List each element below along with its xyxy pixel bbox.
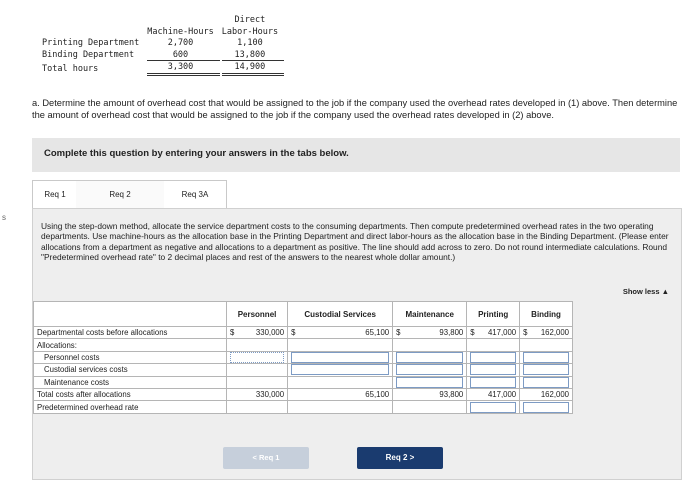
row-label: Predetermined overhead rate bbox=[34, 401, 227, 413]
labor-hours-value: 1,100 bbox=[237, 38, 263, 49]
col-header-labor-hours: Labor-Hours bbox=[221, 26, 279, 37]
show-less-link[interactable]: Show less ▲ bbox=[622, 287, 669, 296]
table-row bbox=[34, 327, 573, 339]
personnel-alloc-personnel-input[interactable] bbox=[230, 352, 284, 363]
table-header-row bbox=[34, 302, 573, 327]
machine-hours-total: 3,300 bbox=[147, 63, 220, 76]
custodial-alloc-printing-input[interactable] bbox=[470, 364, 516, 375]
personnel-cost-value: 330,000 bbox=[255, 328, 285, 338]
next-req-button[interactable]: Req 2 > bbox=[357, 447, 443, 469]
page-edge-marker: s bbox=[2, 213, 6, 222]
question-text: a. Determine the amount of overhead cost that would be assigned to the job if the company used the overhead rates developed in (1) above. Then determine the amount of overhead cost that would be assigned to the job if the company used the overhead rates developed in (2) above. bbox=[32, 98, 678, 120]
custodial-cost-value: 65,100 bbox=[365, 328, 390, 338]
col-header-personnel: Personnel bbox=[227, 302, 288, 327]
given-hours-table bbox=[40, 14, 286, 78]
maintenance-alloc-maintenance-input[interactable] bbox=[396, 377, 463, 388]
row-label: Maintenance costs bbox=[34, 376, 227, 388]
col-header-machine-hours: Machine-Hours bbox=[147, 26, 214, 37]
row-label: Custodial services costs bbox=[34, 364, 227, 376]
table-row bbox=[34, 339, 573, 351]
table-row bbox=[34, 351, 573, 363]
instruction-banner bbox=[32, 138, 680, 172]
labor-hours-value: 13,800 bbox=[222, 51, 284, 62]
currency-symbol: $ bbox=[523, 328, 528, 338]
custodial-alloc-maintenance-input[interactable] bbox=[396, 364, 463, 375]
binding-total-value: 162,000 bbox=[520, 388, 573, 400]
currency-symbol: $ bbox=[291, 328, 296, 338]
personnel-alloc-binding-input[interactable] bbox=[523, 352, 569, 363]
maintenance-alloc-printing-input[interactable] bbox=[470, 377, 516, 388]
personnel-alloc-maintenance-input[interactable] bbox=[396, 352, 463, 363]
table-row bbox=[34, 401, 573, 413]
tab-req-1[interactable]: Req 1 bbox=[32, 180, 78, 208]
table-row bbox=[34, 388, 573, 400]
tab-panel bbox=[32, 208, 682, 480]
printing-total-value: 417,000 bbox=[467, 388, 520, 400]
banner-text: Complete this question by entering your answers in the tabs below. bbox=[44, 148, 349, 159]
maintenance-alloc-binding-input[interactable] bbox=[523, 377, 569, 388]
tab-bar bbox=[32, 180, 680, 208]
maintenance-cost-value: 93,800 bbox=[439, 328, 464, 338]
row-label: Allocations: bbox=[34, 339, 227, 351]
personnel-alloc-printing-input[interactable] bbox=[470, 352, 516, 363]
row-label: Binding Department bbox=[42, 50, 135, 61]
row-label: Personnel costs bbox=[34, 351, 227, 363]
prev-req-button[interactable]: < Req 1 bbox=[223, 447, 309, 469]
binding-cost-value: 162,000 bbox=[540, 328, 569, 338]
col-header-printing: Printing bbox=[467, 302, 520, 327]
binding-rate-input[interactable] bbox=[523, 402, 569, 413]
custodial-total-value: 65,100 bbox=[288, 388, 393, 400]
currency-symbol: $ bbox=[396, 328, 401, 338]
machine-hours-value: 2,700 bbox=[167, 38, 194, 49]
currency-symbol: $ bbox=[470, 328, 475, 338]
allocation-table bbox=[33, 301, 573, 414]
col-header-direct: Direct bbox=[234, 15, 266, 25]
row-label: Total costs after allocations bbox=[34, 388, 227, 400]
instructions-text: Using the step-down method, allocate the service department costs to the consuming departments. Then compute predetermined overhead rates in the two operating departments. Use machine-hours as the allocation base in the Printing Department and direct labor-hours as the allocation base in the Binding Department. (Please enter allocations from a department as negative and allocations to a department as positive. The line should add across to zero. Do not round intermediate calculations. Round "Predetermined overhead rate" to 2 decimal places and rest of the answers to the nearest whole dollar amount.) bbox=[41, 221, 669, 262]
custodial-alloc-custodial-input[interactable] bbox=[291, 364, 389, 375]
custodial-alloc-binding-input[interactable] bbox=[523, 364, 569, 375]
table-row bbox=[34, 364, 573, 376]
tab-req-3a[interactable]: Req 3A bbox=[164, 180, 227, 208]
personnel-alloc-custodial-input[interactable] bbox=[291, 352, 389, 363]
table-row bbox=[34, 376, 573, 388]
printing-rate-input[interactable] bbox=[470, 402, 516, 413]
currency-symbol: $ bbox=[230, 328, 235, 338]
col-header-custodial: Custodial Services bbox=[288, 302, 393, 327]
personnel-total-value: 330,000 bbox=[227, 388, 288, 400]
tab-req-2[interactable]: Req 2 bbox=[76, 180, 165, 208]
row-label: Printing Department bbox=[42, 38, 140, 49]
row-label: Total hours bbox=[42, 63, 99, 74]
row-label: Departmental costs before allocations bbox=[34, 327, 227, 339]
col-header-binding: Binding bbox=[520, 302, 573, 327]
machine-hours-value: 600 bbox=[147, 51, 220, 62]
maintenance-total-value: 93,800 bbox=[393, 388, 467, 400]
labor-hours-total: 14,900 bbox=[222, 63, 284, 76]
col-header-maintenance: Maintenance bbox=[393, 302, 467, 327]
printing-cost-value: 417,000 bbox=[487, 328, 517, 338]
